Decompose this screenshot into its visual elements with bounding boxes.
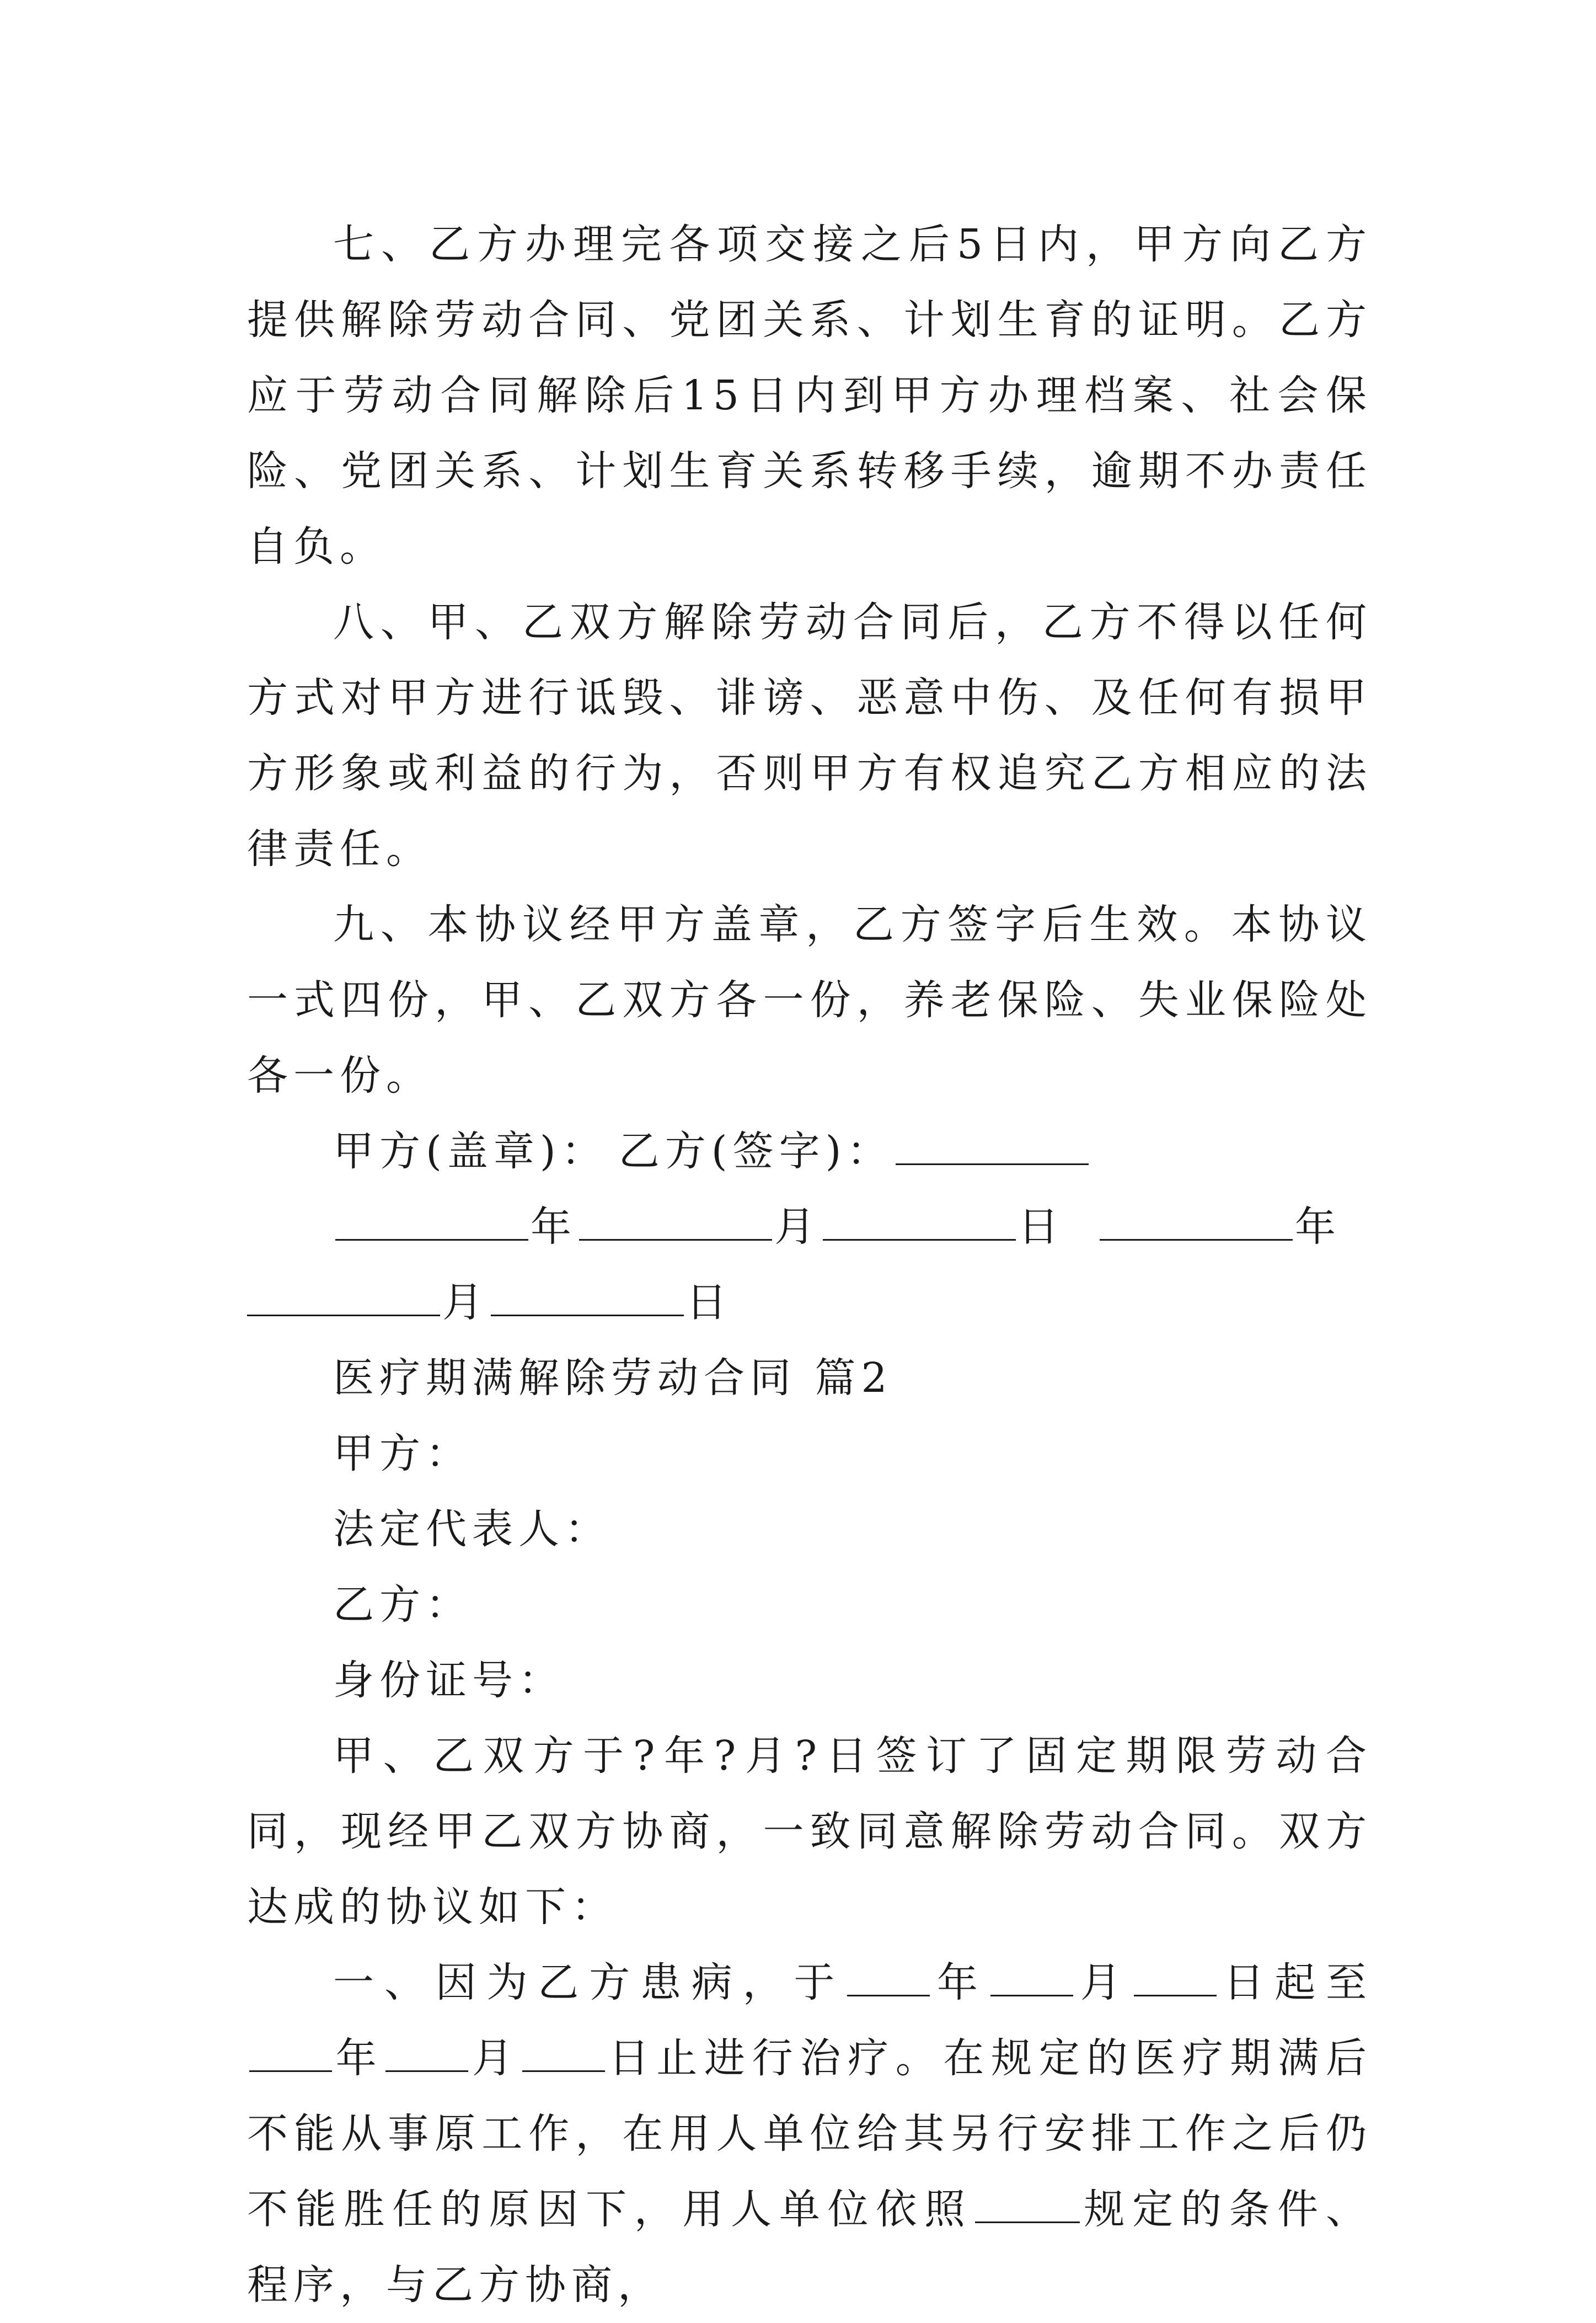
signature-line — [247, 1114, 1372, 1189]
clause-8: 八、甲、乙双方解除劳动合同后，乙方不得以任何方式对甲方进行诋毁、诽谤、恶意中伤、及任何有损甲方形象或利益的行为，否则甲方有权追究乙方相应的法律责任。 — [247, 599, 1372, 873]
agreement-intro: 甲、乙双方于?年?月?日签订了固定期限劳动合同，现经甲乙双方协商，一致同意解除劳动合同。双方达成的协议如下： — [247, 1732, 1372, 1931]
party-b-field: 乙方： — [333, 1581, 472, 1628]
fill-blank — [975, 2186, 1080, 2223]
legal-rep-field: 法定代表人： — [333, 1505, 611, 1553]
fill-blank — [847, 1959, 930, 1996]
date-year-label: 年 — [531, 1203, 577, 1251]
date-blank — [247, 1279, 440, 1316]
fill-blank — [385, 2035, 468, 2072]
date-line — [247, 1189, 1372, 1341]
signature-blank — [896, 1128, 1089, 1165]
fill-blank — [249, 2035, 332, 2072]
date-blank — [335, 1204, 528, 1241]
date-blank — [1100, 1204, 1293, 1241]
date-blank — [823, 1204, 1016, 1241]
section-heading: 医疗期满解除劳动合同 篇2 — [333, 1354, 893, 1402]
date-blank — [491, 1279, 684, 1316]
date-blank — [579, 1204, 772, 1241]
date-year-label: 年 — [1295, 1203, 1341, 1251]
fill-blank — [1134, 1959, 1217, 1996]
fill-blank — [522, 2035, 605, 2072]
date-month-label: 月 — [774, 1203, 821, 1251]
clause-1: 一、因为乙方患病，于 年 月 日起至年 月 日止进行治疗。在规定的医疗期满后不能从事原工作，在用人单位给其另行安排工作之后仍不能胜任的原因下，用人单位依照 规定的条件、程序，与乙方协商， — [247, 1959, 1373, 2309]
party-b-sign-label: 乙方(签字)： — [618, 1128, 893, 1175]
clause-7: 七、乙方办理完各项交接之后5日内，甲方向乙方提供解除劳动合同、党团关系、计划生育的证明。乙方应于劳动合同解除后15日内到甲方办理档案、社会保险、党团关系、计划生育关系转移手续，逾期不办责任自负。 — [247, 221, 1372, 570]
id-number-field: 身份证号： — [333, 1657, 565, 1704]
fill-blank — [990, 1959, 1073, 1996]
date-month-label: 月 — [442, 1279, 489, 1326]
clause-9: 九、本协议经甲方盖章，乙方签字后生效。本协议一式四份，甲、乙双方各一份，养老保险、失业保险处各一份。 — [247, 901, 1372, 1099]
document-body — [247, 207, 1372, 2323]
party-a-field: 甲方： — [333, 1430, 472, 1477]
date-day-label: 日 — [1018, 1203, 1064, 1251]
date-day-label: 日 — [686, 1279, 732, 1326]
party-a-seal-label: 甲方(盖章)： — [333, 1128, 608, 1175]
